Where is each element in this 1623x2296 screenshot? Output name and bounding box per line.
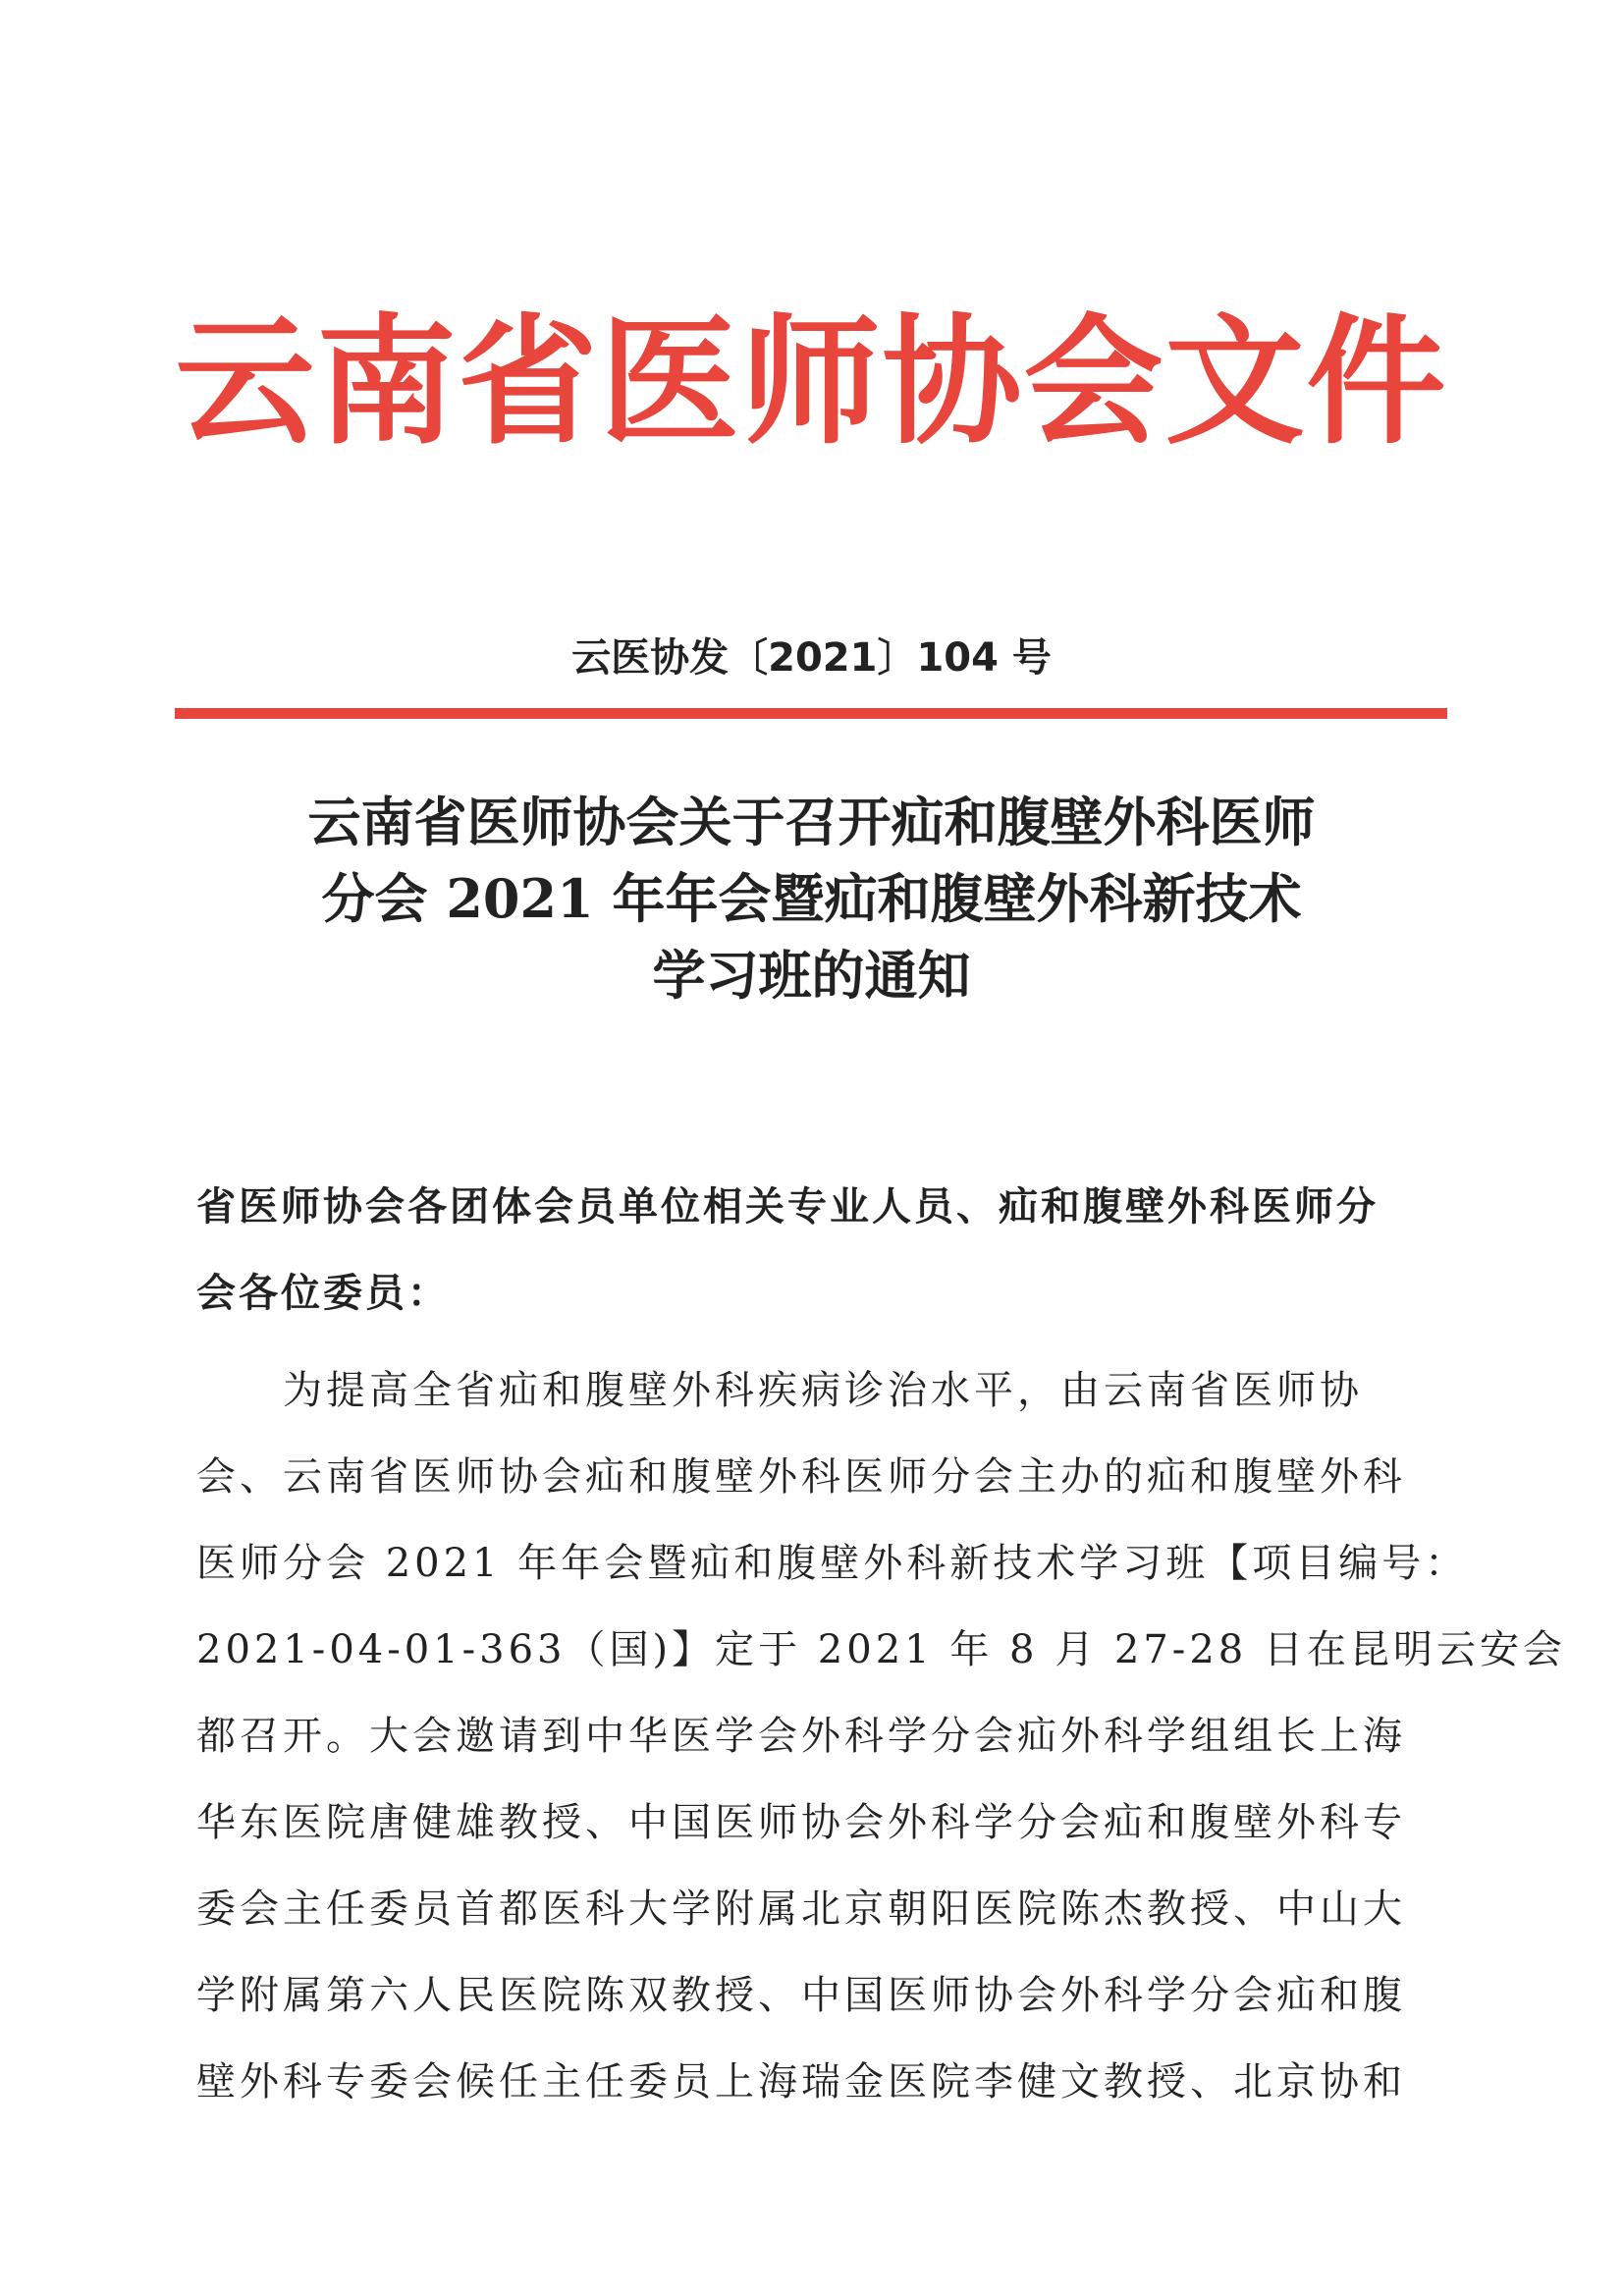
- document-title: [0, 784, 1623, 1013]
- body-line: 壁外科专委会候任主任委员上海瑞金医院李健文教授、北京协和: [196, 2059, 1406, 2105]
- title-line: 学习班的通知: [652, 944, 971, 1007]
- body-line: 华东医院唐健雄教授、中国医师协会外科学分会疝和腹壁外科专: [196, 1800, 1406, 1845]
- red-divider-rule: [175, 708, 1447, 719]
- body-line: 学附属第六人民医院陈双教授、中国医师协会外科学分会疝和腹: [196, 1973, 1406, 2018]
- body-line: 2021-04-01-363（国)】定于 2021 年 8 月 27-28 日在昆明云安会: [196, 1627, 1566, 1672]
- title-line: 云南省医师协会关于召开疝和腹壁外科医师: [307, 791, 1316, 853]
- body-line: 委会主任委员首都医科大学附属北京朝阳医院陈杰教授、中山大: [196, 1886, 1406, 1932]
- salutation-line: 会各位委员：: [196, 1271, 450, 1316]
- body-line: 为提高全省疝和腹壁外科疾病诊治水平，由云南省医师协: [196, 1368, 1363, 1413]
- body-line: 都召开。大会邀请到中华医学会外科学分会疝外科学组组长上海: [196, 1714, 1406, 1759]
- body-line: 会、云南省医师协会疝和腹壁外科医师分会主办的疝和腹壁外科: [196, 1454, 1406, 1500]
- document-number: 云医协发〔2021〕104 号: [571, 635, 1052, 681]
- body-paragraph: [196, 1347, 1566, 2125]
- issuer-header-title: 云南省医师协会文件: [175, 301, 1448, 464]
- title-line: 分会 2021 年年会暨疝和腹壁外科新技术: [321, 867, 1302, 930]
- salutation-line: 省医师协会各团体会员单位相关专业人员、疝和腹壁外科医师分: [196, 1184, 1379, 1230]
- salutation: [196, 1164, 1453, 1337]
- body-line: 医师分会 2021 年年会暨疝和腹壁外科新技术学习班【项目编号：: [196, 1541, 1469, 1586]
